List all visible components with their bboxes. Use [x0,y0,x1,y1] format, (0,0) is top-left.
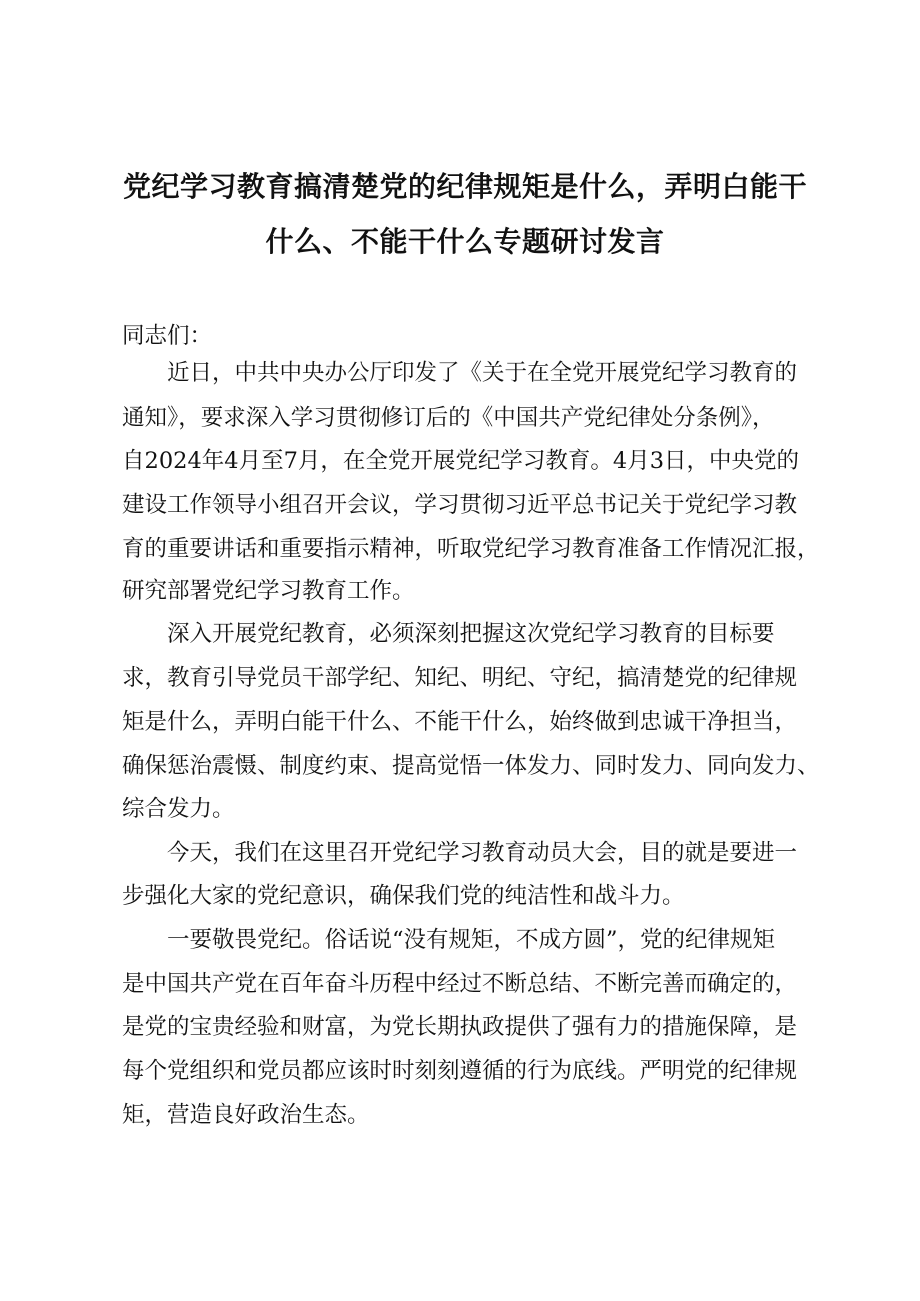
paragraph-1-line-6: 研究部署党纪学习教育工作。 [122,578,415,604]
paragraph-2-line-5: 综合发力。 [122,796,235,822]
paragraph-3-line-2: 步强化大家的党纪意识，确保我们党的纯洁性和战斗力。 [122,883,685,909]
paragraph-4-line-3: 是党的宝贵经验和财富，为党长期执政提供了强有力的措施保障，是 [122,1014,798,1040]
paragraph-1-line-3: 自2024年4月至7月，在全党开展党纪学习教育。4月3日，中央党的 [122,448,800,474]
paragraph-1-line-1: 近日，中共中央办公厅印发了《关于在全党开展党纪学习教育的 [167,360,798,386]
paragraph-1-line-5: 育的重要讲话和重要指示精神，听取党纪学习教育准备工作情况汇报， [122,536,820,562]
paragraph-2-line-2: 求，教育引导党员干部学纪、知纪、明纪、守纪，搞清楚党的纪律规 [122,665,798,691]
paragraph-4-line-2: 是中国共产党在百年奋斗历程中经过不断总结、不断完善而确定的， [122,971,798,997]
paragraph-4-line-1: 一要敬畏党纪。俗话说“没有规矩，不成方圆”，党的纪律规矩 [167,927,776,953]
paragraph-3-line-1: 今天，我们在这里召开党纪学习教育动员大会，目的就是要进一 [167,840,798,866]
paragraph-4-line-5: 矩，营造良好政治生态。 [122,1102,370,1128]
document-title-line-1: 党纪学习教育搞清楚党的纪律规矩是什么，弄明白能干 [122,170,807,203]
paragraph-1-line-4: 建设工作领导小组召开会议，学习贯彻习近平总书记关于党纪学习教 [122,492,798,518]
paragraph-2-line-3: 矩是什么，弄明白能干什么、不能干什么，始终做到忠诚干净担当， [122,709,798,735]
document-title-line-2: 什么、不能干什么专题研讨发言 [265,225,665,258]
salutation: 同志们： [122,323,213,349]
paragraph-1-line-2: 通知》，要求深入学习贯彻修订后的《中国共产党纪律处分条例》， [122,405,775,431]
paragraph-4-line-4: 每个党组织和党员都应该时时刻刻遵循的行为底线。严明党的纪律规 [122,1058,798,1084]
paragraph-2-line-1: 深入开展党纪教育，必须深刻把握这次党纪学习教育的目标要 [167,621,775,647]
paragraph-2-line-4: 确保惩治震慑、制度约束、提高觉悟一体发力、同时发力、同向发力、 [122,753,820,779]
